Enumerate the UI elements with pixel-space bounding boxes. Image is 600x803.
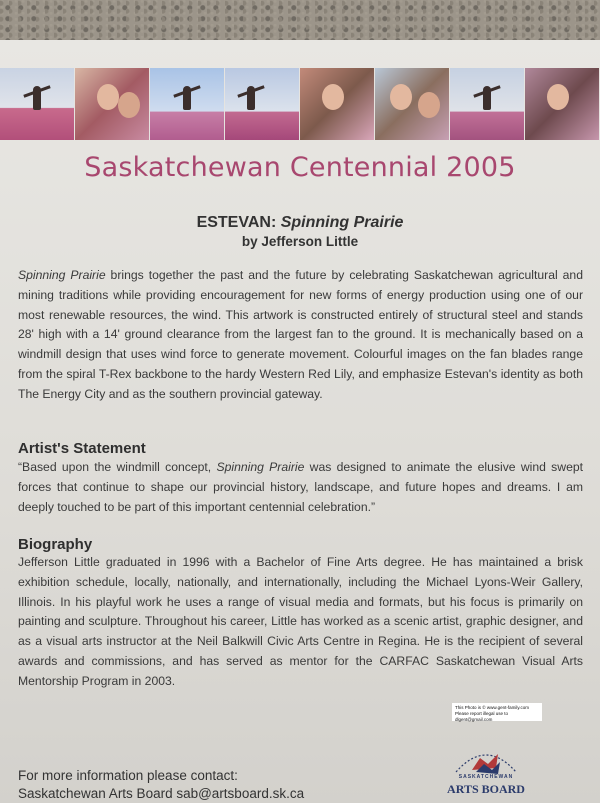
photo-banner <box>0 68 600 140</box>
flag-icon <box>446 742 526 776</box>
banner-photo <box>0 68 75 140</box>
banner-photo <box>525 68 600 140</box>
artist-statement-heading: Artist's Statement <box>18 440 146 457</box>
contact-info <box>18 767 304 803</box>
statement-start: “Based upon the windmill concept, <box>18 460 217 474</box>
intro-lead: Spinning Prairie <box>18 268 106 282</box>
contact-line: Saskatchewan Arts Board sab@artsboard.sk.ca <box>18 786 305 801</box>
banner-photo <box>225 68 300 140</box>
artwork-name: Spinning Prairie <box>280 214 404 231</box>
sign-heading: Saskatchewan Centennial 2005 <box>84 152 516 183</box>
intro-body: brings together the past and the future by celebrating Saskatchewan agricultural and mining traditions while providing encouragement for new forms of energy production using one of our most renewable resources, the wind. This artwork is constructed entirely of structural steel and stands 28' high with a 14' ground clearance from the largest fan to the ground. It is mechanically based on a windmill design that uses wind force to generate movement. Colourful images on the fan blades range from the spiral T-Rex backbone to the hardy Western Red Lily, and emphasize Estevan's identity as both The Energy City and as the southern provincial gateway. <box>18 268 583 401</box>
credit-line: This Photo is © www.gent-family.com <box>455 705 530 710</box>
artwork-location: ESTEVAN: <box>196 214 277 231</box>
artwork-byline: by Jefferson Little <box>241 234 359 249</box>
banner-photo <box>375 68 450 140</box>
credit-line: Please report illegal use to dlgent@gmail.com <box>455 711 509 722</box>
artist-statement-paragraph <box>18 458 583 517</box>
intro-paragraph <box>18 266 583 405</box>
logo-subtitle: SASKATCHEWAN <box>458 774 514 780</box>
banner-photo <box>300 68 375 140</box>
statement-end: was designed to animate the elusive wind swept forces that continue to shape our provincial history, landscape, and future hopes and dreams. I am deeply touched to be part of this important centennial celebration.” <box>18 460 584 514</box>
artwork-title <box>0 214 600 232</box>
banner-photo <box>75 68 150 140</box>
arts-board-logo <box>446 742 526 803</box>
statement-title: Spinning Prairie <box>216 460 305 474</box>
contact-line: For more information please contact: <box>18 768 238 783</box>
banner-photo <box>450 68 525 140</box>
logo-wordmark: ARTS BOARD <box>447 782 525 796</box>
biography-heading: Biography <box>18 536 93 553</box>
photo-credit-watermark <box>452 703 542 721</box>
biography-paragraph: Jefferson Little graduated in 1996 with a Bachelor of Fine Arts degree. He has maintained a brisk exhibition schedule, locally, nationally, and internationally, including the Michael Lyons-Weir Gallery, Illinois. In his playful work he uses a range of visual media and formats, but his focus is primarily on painting and sculpture. Throughout his career, Little has worked as a scenic artist, graphic designer, and as a visual arts instructor at the Neil Balkwill Civic Arts Centre in Regina. He is the recipient of several awards and commissions, and has served as mentor for the CARFAC Saskatchewan Visual Arts Mentorship Program in 2003. <box>18 555 583 688</box>
banner-photo <box>150 68 225 140</box>
